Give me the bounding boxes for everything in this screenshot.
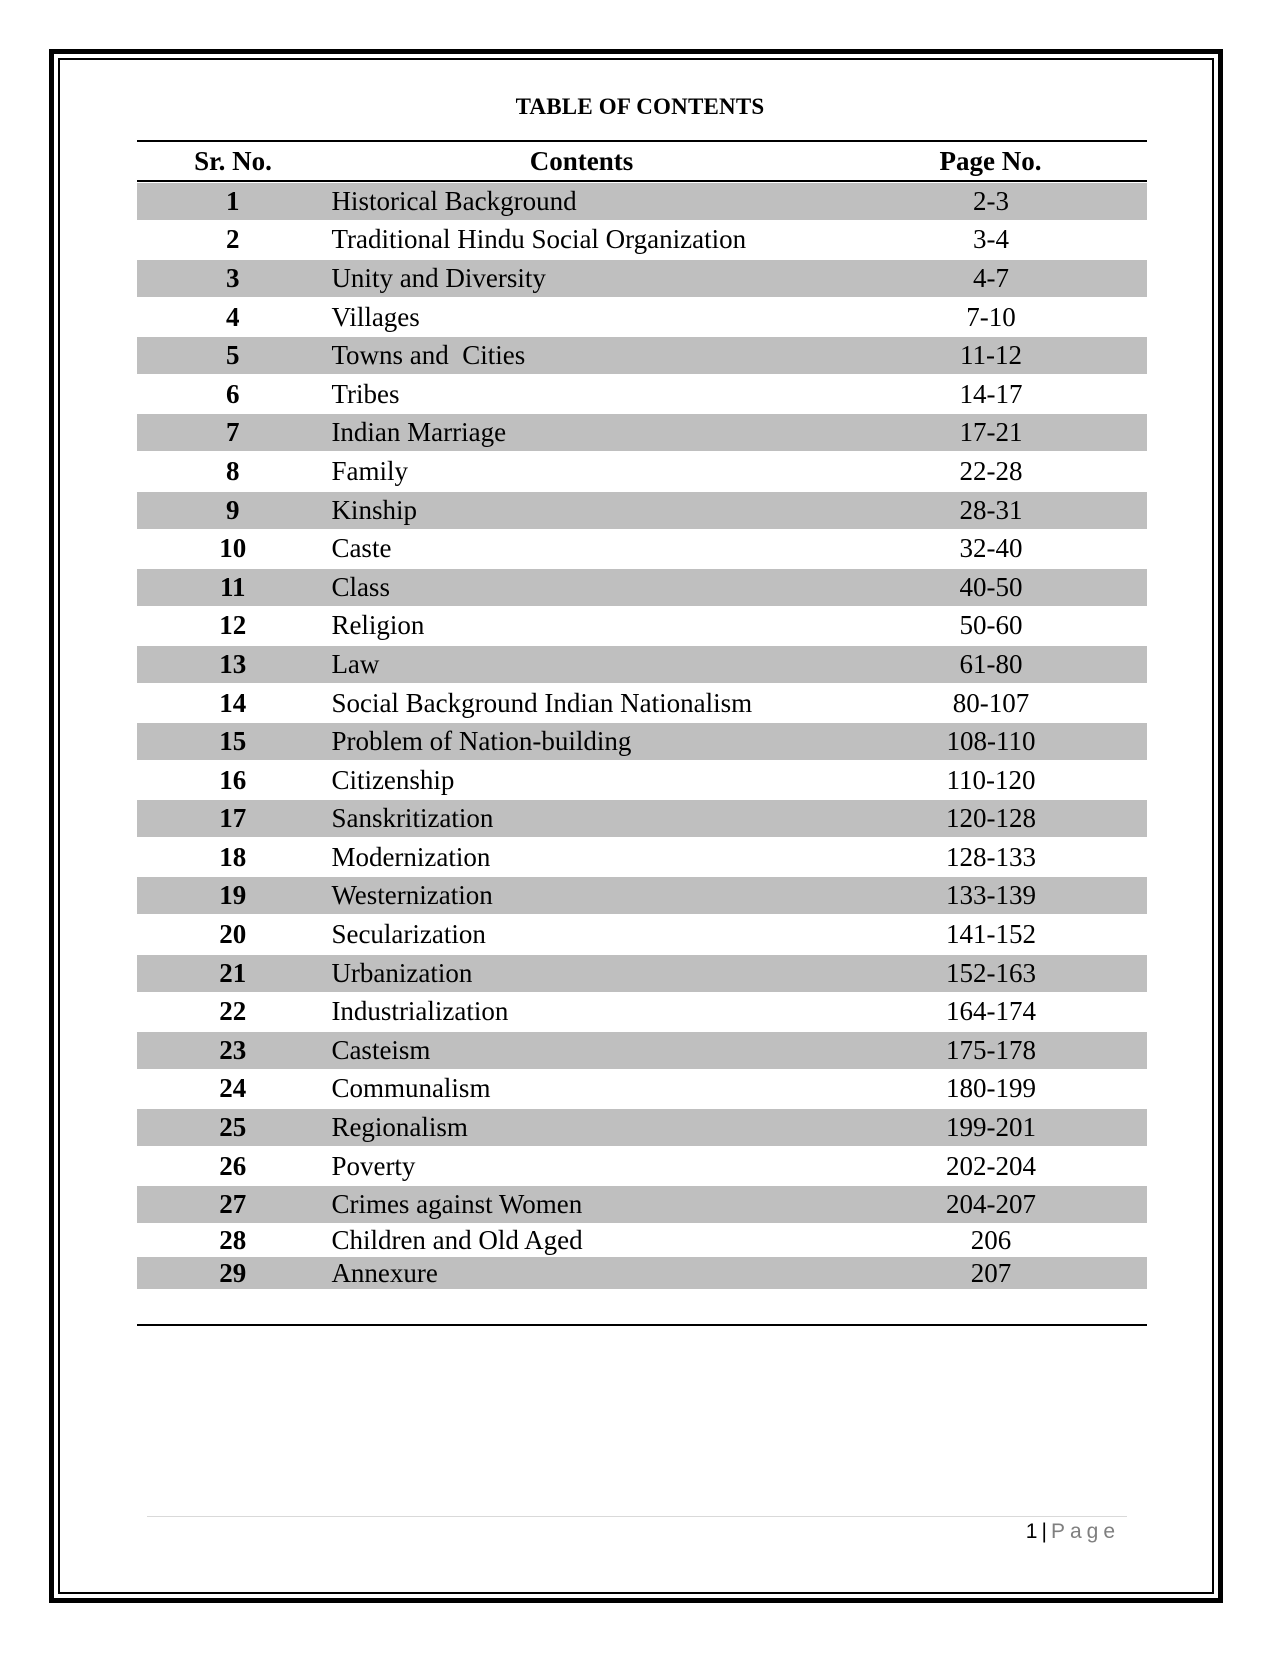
row-page-no: 110-120 (946, 764, 1036, 795)
header-contents: Contents (529, 145, 634, 176)
row-page-no: 206 (970, 1225, 1012, 1256)
row-sr-no: 7 (225, 417, 240, 448)
table-bottom-rule (137, 1324, 1147, 1326)
table-row (137, 452, 1147, 491)
table-row (137, 723, 1147, 760)
table-row (137, 1224, 1147, 1257)
row-sr-no: 25 (219, 1112, 247, 1143)
row-page-no: 50-60 (959, 610, 1023, 641)
row-sr-no: 22 (219, 996, 247, 1027)
table-row (137, 646, 1147, 683)
row-sr-no: 21 (219, 957, 247, 988)
footer-page-number: 1 (1025, 1520, 1038, 1543)
table-row (137, 607, 1147, 646)
row-content: Social Background Indian Nationalism (331, 687, 753, 718)
table-row (137, 1186, 1147, 1223)
row-sr-no: 29 (219, 1257, 247, 1288)
table-row (137, 260, 1147, 297)
row-content: Regionalism (331, 1112, 468, 1143)
table-row (137, 955, 1147, 992)
table-row (137, 529, 1147, 568)
table-row (137, 684, 1147, 723)
footer-divider (147, 1516, 1127, 1517)
table-row (137, 1147, 1147, 1186)
row-page-no: 17-21 (959, 417, 1023, 448)
table-row (137, 877, 1147, 914)
row-sr-no: 12 (219, 610, 247, 641)
row-page-no: 2-3 (972, 185, 1009, 216)
row-sr-no: 15 (219, 726, 247, 757)
row-page-no: 199-201 (945, 1112, 1036, 1143)
row-sr-no: 3 (225, 262, 240, 293)
row-sr-no: 24 (219, 1073, 247, 1104)
row-content: Tribes (331, 378, 400, 409)
table-row (137, 1257, 1147, 1289)
table-row (137, 221, 1147, 260)
row-page-no: 108-110 (946, 726, 1036, 757)
row-sr-no: 16 (219, 764, 247, 795)
row-content: Urbanization (331, 957, 473, 988)
row-content: Poverty (331, 1150, 416, 1181)
row-page-no: 128-133 (945, 841, 1036, 872)
row-content: Kinship (331, 494, 417, 525)
row-content: Family (331, 455, 408, 486)
table-row (137, 1032, 1147, 1069)
row-sr-no: 8 (225, 455, 240, 486)
row-content: Caste (331, 533, 392, 564)
row-page-no: 22-28 (959, 455, 1023, 486)
row-content: Towns and Cities (331, 340, 526, 371)
row-sr-no: 2 (225, 224, 240, 255)
row-content: Secularization (331, 919, 486, 950)
row-content: Law (331, 648, 380, 679)
row-page-no: 141-152 (945, 919, 1036, 950)
row-page-no: 14-17 (959, 378, 1023, 409)
row-page-no: 61-80 (959, 648, 1023, 679)
row-sr-no: 23 (219, 1034, 247, 1065)
row-page-no: 40-50 (959, 571, 1023, 602)
table-row (137, 992, 1147, 1031)
row-page-no: 204-207 (945, 1189, 1036, 1220)
row-page-no: 175-178 (945, 1034, 1036, 1065)
row-page-no: 7-10 (966, 301, 1016, 332)
table-row (137, 838, 1147, 877)
footer-page-word: Page (1050, 1520, 1120, 1543)
row-content: Westernization (331, 880, 493, 911)
row-sr-no: 11 (219, 571, 246, 602)
table-row (137, 375, 1147, 414)
row-content: Unity and Diversity (331, 262, 546, 293)
table-row (137, 569, 1147, 606)
row-content: Annexure (331, 1257, 438, 1288)
row-sr-no: 5 (225, 340, 240, 371)
row-sr-no: 14 (219, 687, 247, 718)
table-row (137, 915, 1147, 954)
row-content: Industrialization (331, 996, 509, 1027)
row-sr-no: 10 (219, 533, 247, 564)
row-page-no: 180-199 (945, 1073, 1036, 1104)
row-content: Children and Old Aged (331, 1225, 583, 1256)
table-row (137, 761, 1147, 800)
header-sr-no: Sr. No. (194, 145, 272, 176)
row-page-no: 164-174 (945, 996, 1036, 1027)
row-page-no: 133-139 (945, 880, 1036, 911)
row-sr-no: 18 (219, 841, 247, 872)
row-sr-no: 26 (219, 1150, 247, 1181)
table-row (137, 492, 1147, 529)
row-sr-no: 20 (219, 919, 247, 950)
row-sr-no: 4 (225, 301, 240, 332)
header-page-no: Page No. (939, 145, 1042, 176)
row-content: Villages (331, 301, 420, 332)
row-content: Citizenship (331, 764, 455, 795)
row-page-no: 120-128 (945, 803, 1036, 834)
row-sr-no: 28 (219, 1225, 247, 1256)
row-page-no: 32-40 (959, 533, 1023, 564)
row-sr-no: 17 (219, 803, 247, 834)
row-content: Communalism (331, 1073, 491, 1104)
table-row (137, 183, 1147, 220)
row-sr-no: 19 (219, 880, 247, 911)
row-page-no: 4-7 (972, 262, 1009, 293)
row-sr-no: 27 (219, 1189, 247, 1220)
row-content: Religion (331, 610, 425, 641)
footer-separator: | (1041, 1520, 1047, 1543)
row-content: Indian Marriage (331, 417, 507, 448)
row-content: Modernization (331, 841, 491, 872)
row-page-no: 152-163 (945, 957, 1036, 988)
row-content: Historical Background (331, 185, 577, 216)
table-row (137, 298, 1147, 337)
row-content: Problem of Nation-building (331, 726, 632, 757)
row-sr-no: 1 (225, 185, 240, 216)
row-page-no: 3-4 (972, 224, 1009, 255)
row-content: Casteism (331, 1034, 431, 1065)
row-page-no: 202-204 (945, 1150, 1036, 1181)
table-row (137, 414, 1147, 451)
page-title: TABLE OF CONTENTS (515, 94, 765, 119)
row-sr-no: 9 (225, 494, 240, 525)
row-content: Class (331, 571, 390, 602)
row-sr-no: 13 (219, 648, 247, 679)
toc-table (137, 140, 1147, 1289)
row-page-no: 11-12 (959, 340, 1022, 371)
table-row (137, 337, 1147, 374)
table-row (137, 1070, 1147, 1109)
row-content: Crimes against Women (331, 1189, 583, 1220)
table-header-row (137, 142, 1147, 182)
table-body (137, 183, 1147, 1289)
page-footer (1026, 1520, 1120, 1544)
row-page-no: 80-107 (952, 687, 1030, 718)
row-content: Sanskritization (331, 803, 494, 834)
row-page-no: 207 (970, 1257, 1012, 1288)
table-row (137, 800, 1147, 837)
row-sr-no: 6 (225, 378, 240, 409)
row-page-no: 28-31 (959, 494, 1023, 525)
table-row (137, 1109, 1147, 1146)
row-content: Traditional Hindu Social Organization (331, 224, 747, 255)
